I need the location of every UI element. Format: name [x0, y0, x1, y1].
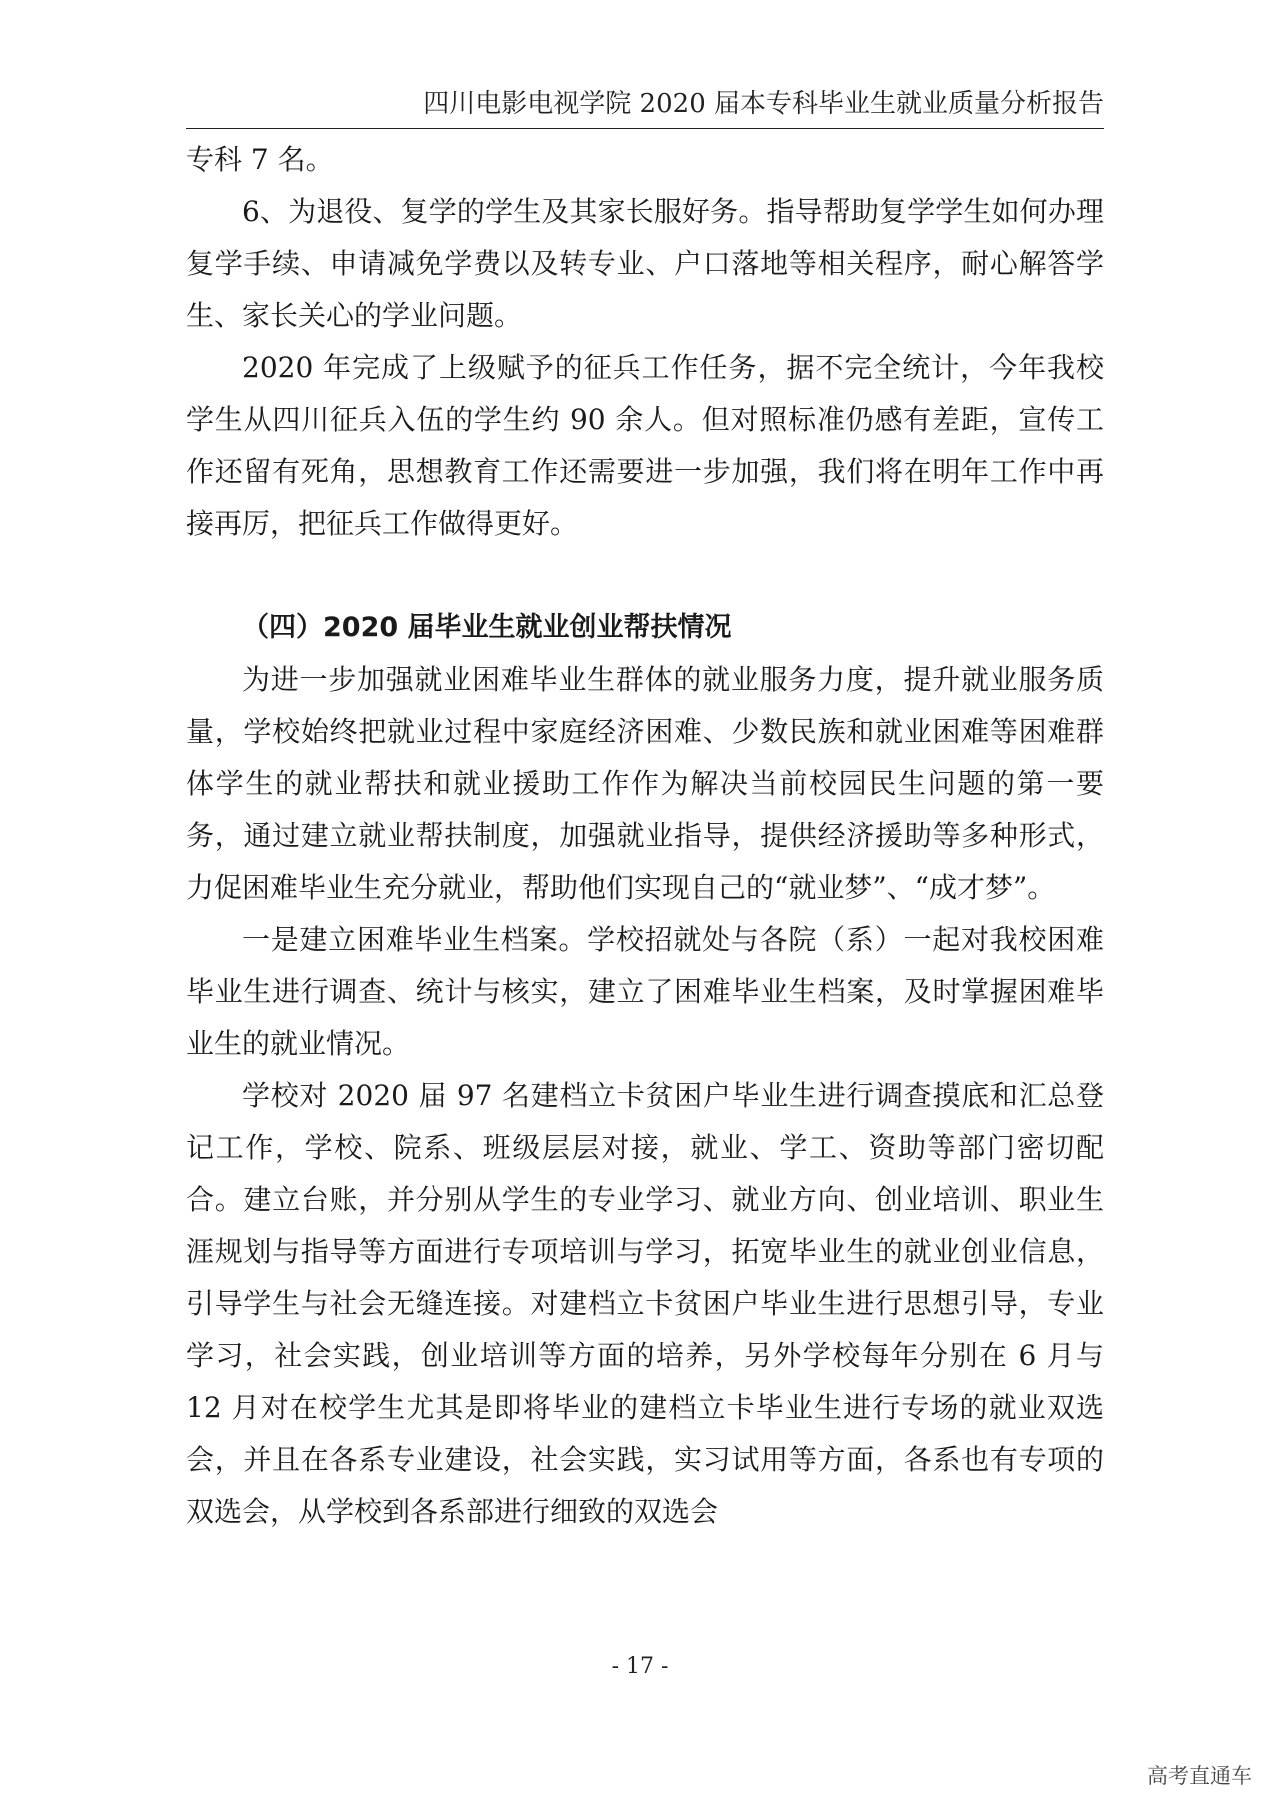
paragraph-continuation: 专科 7 名。 [186, 143, 334, 176]
page-number: - 17 - [611, 1654, 669, 1679]
watermark: 高考直通车 [1147, 1764, 1252, 1788]
paragraph: 为进一步加强就业困难毕业生群体的就业服务力度，提升就业服务质量，学校始终把就业过程中家庭经济困难、少数民族和就业困难等困难群体学生的就业帮扶和就业援助工作作为解决当前校园民生问题的第一要务，通过建立就业帮扶制度，加强就业指导，提供经济援助等多种形式，力促困难毕业生充分就业，帮助他们实现自己的“就业梦”、“成才梦”。 [186, 663, 1104, 904]
paragraph: 6、为退役、复学的学生及其家长服好务。指导帮助复学学生如何办理复学手续、申请减免学费以及转专业、户口落地等相关程序，耐心解答学生、家长关心的学业问题。 [186, 195, 1104, 332]
section-heading: （四）2020 届毕业生就业创业帮扶情况 [242, 612, 732, 643]
page-header [186, 84, 1104, 129]
paragraph: 一是建立困难毕业生档案。学校招就处与各院（系）一起对我校困难毕业生进行调查、统计与核实，建立了困难毕业生档案，及时掌握困难毕业生的就业情况。 [186, 923, 1104, 1060]
paragraph: 学校对 2020 届 97 名建档立卡贫困户毕业生进行调查摸底和汇总登记工作，学校、院系、班级层层对接，就业、学工、资助等部门密切配合。建立台账，并分别从学生的专业学习、就业方向、创业培训、职业生涯规划与指导等方面进行专项培训与学习，拓宽毕业生的就业创业信息，引导学生与社会无缝连接。对建档立卡贫困户毕业生进行思想引导，专业学习，社会实践，创业培训等方面的培养，另外学校每年分别在 6 月与 12 月对在校学生尤其是即将毕业的建档立卡毕业生进行专场的就业双选会，并且在各系专业建设，社会实践，实习试用等方面，各系也有专项的双选会，从学校到各系部进行细致的双选会 [186, 1079, 1104, 1528]
body-text [186, 134, 1104, 1538]
paragraph: 2020 年完成了上级赋予的征兵工作任务，据不完全统计，今年我校学生从四川征兵入伍的学生约 90 余人。但对照标准仍感有差距，宣传工作还留有死角，思想教育工作还需要进一步加强，我们将在明年工作中再接再厉，把征兵工作做得更好。 [186, 351, 1104, 540]
header-title: 四川电影电视学院 2020 届本专科毕业生就业质量分析报告 [423, 89, 1104, 119]
section-spacer [186, 550, 1104, 602]
